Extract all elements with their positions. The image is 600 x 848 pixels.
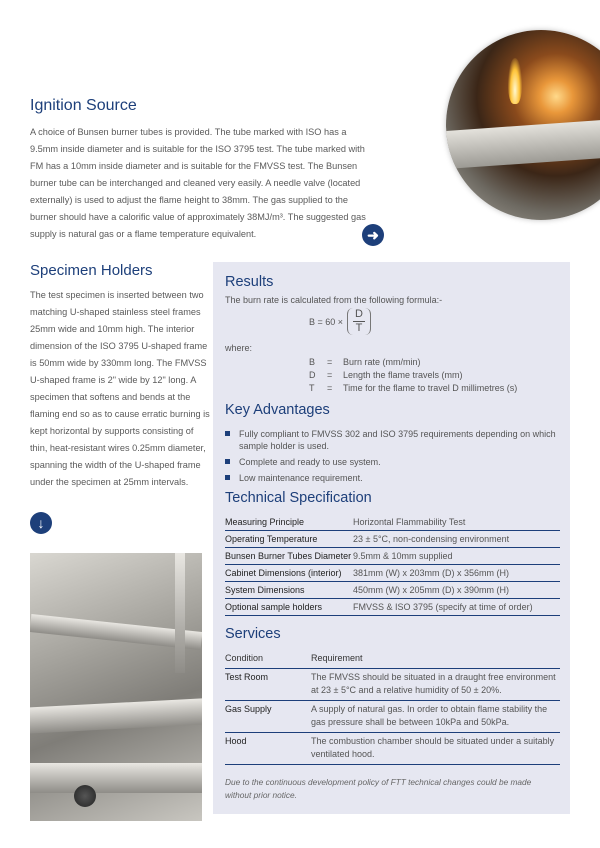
table-row: Cabinet Dimensions (interior) 381mm (W) x 203mm (D) x 356mm (H) [225,565,560,582]
services-table [225,650,560,765]
specification-panel [213,262,570,814]
table-row: Test Room The FMVSS should be situated in a draught free environment at 23 ± 5°C and a relative humidity of 50 ± 20%. [225,669,560,701]
table-row: Operating Temperature 23 ± 5°C, non-condensing environment [225,531,560,548]
table-row: Gas Supply A supply of natural gas. In order to obtain flame stability the gas pressure shall be between 10kPa and 50kPa. [225,701,560,733]
flame-shape [508,58,522,104]
services-heading: Services [225,626,281,642]
arrow-down-icon[interactable]: ↓ [30,512,52,534]
list-item: Fully compliant to FMVSS 302 and ISO 3795 requirements depending on which sample holder is used. [225,428,560,452]
frame-bar-shape [30,763,202,793]
ignition-source-heading: Ignition Source [30,97,137,114]
where-label: where: [225,343,253,353]
arrow-right-icon[interactable]: ➜ [362,224,384,246]
screw-shape [74,785,96,807]
variable-definition: B = Burn rate (mm/min) [309,357,421,367]
specimen-holder-photo [30,553,202,821]
frame-bar-shape [30,698,202,734]
list-item: Low maintenance requirement. [225,472,560,484]
formula-fraction [347,308,371,335]
list-item: Complete and ready to use system. [225,456,560,468]
burn-rate-formula [309,308,371,335]
burner-plate-shape [446,117,600,169]
technical-specification-table [225,514,560,616]
table-row: Bunsen Burner Tubes Diameter 9.5mm & 10mm supplied [225,548,560,565]
table-row: Hood The combustion chamber should be situated under a suitably ventilated hood. [225,733,560,765]
variable-definition: T = Time for the flame to travel D millimetres (s) [309,383,518,393]
formula-lhs: B = 60 × [309,316,344,327]
formula-numerator: D [355,308,363,320]
table-header-row: Condition Requirement [225,650,560,669]
burner-flame-photo [446,30,600,220]
table-row: Optional sample holders FMVSS & ISO 3795 (specify at time of order) [225,599,560,616]
technical-specification-heading: Technical Specification [225,490,372,506]
ignition-source-text: A choice of Bunsen burner tubes is provided. The tube marked with ISO has a 9.5mm inside diameter and is suitable for the ISO 3795 test. The tube marked with FM has a 10mm inside diameter and is suitable for the FMVSS test. The Bunsen burner tube can be interchanged and cleaned very easily. A needle valve (located externally) is used to adjust the flame height to 38mm. The gas supplied to the burner should have a calorific value of approximately 38MJ/m³. The suggested gas supply is natural gas or a flame temperature equivalent. [30,127,366,239]
specimen-holders-heading: Specimen Holders [30,262,153,279]
variable-definition: D = Length the flame travels (mm) [309,370,463,380]
disclaimer-note: Due to the continuous development policy of FTT technical changes could be made without prior notice. [225,777,532,800]
key-advantages-heading: Key Advantages [225,402,330,418]
table-row: System Dimensions 450mm (W) x 205mm (D) x 390mm (H) [225,582,560,599]
table-row: Measuring Principle Horizontal Flammability Test [225,514,560,531]
specimen-holders-text: The test specimen is inserted between two matching U-shaped stainless steel frames 25mm wide and 10mm high. The interior dimension of the ISO 3795 U-shaped frame is 50mm wide by 330mm long. The FMVSS U-shaped frame is 2" wide by 12" long. A specimen that softens and bends at the flaming end so as to cause erratic burning is kept horizontal by supports consisting of thin, heat-resistant wires 0.25mm diameter, spanning the width of the U-shaped frame under the specimen at 25mm intervals. [30,290,210,487]
post-shape [175,553,185,673]
results-intro: The burn rate is calculated from the following formula:- [225,295,443,305]
results-heading: Results [225,274,274,290]
advantages-list [225,428,560,488]
formula-denominator: T [355,322,363,334]
